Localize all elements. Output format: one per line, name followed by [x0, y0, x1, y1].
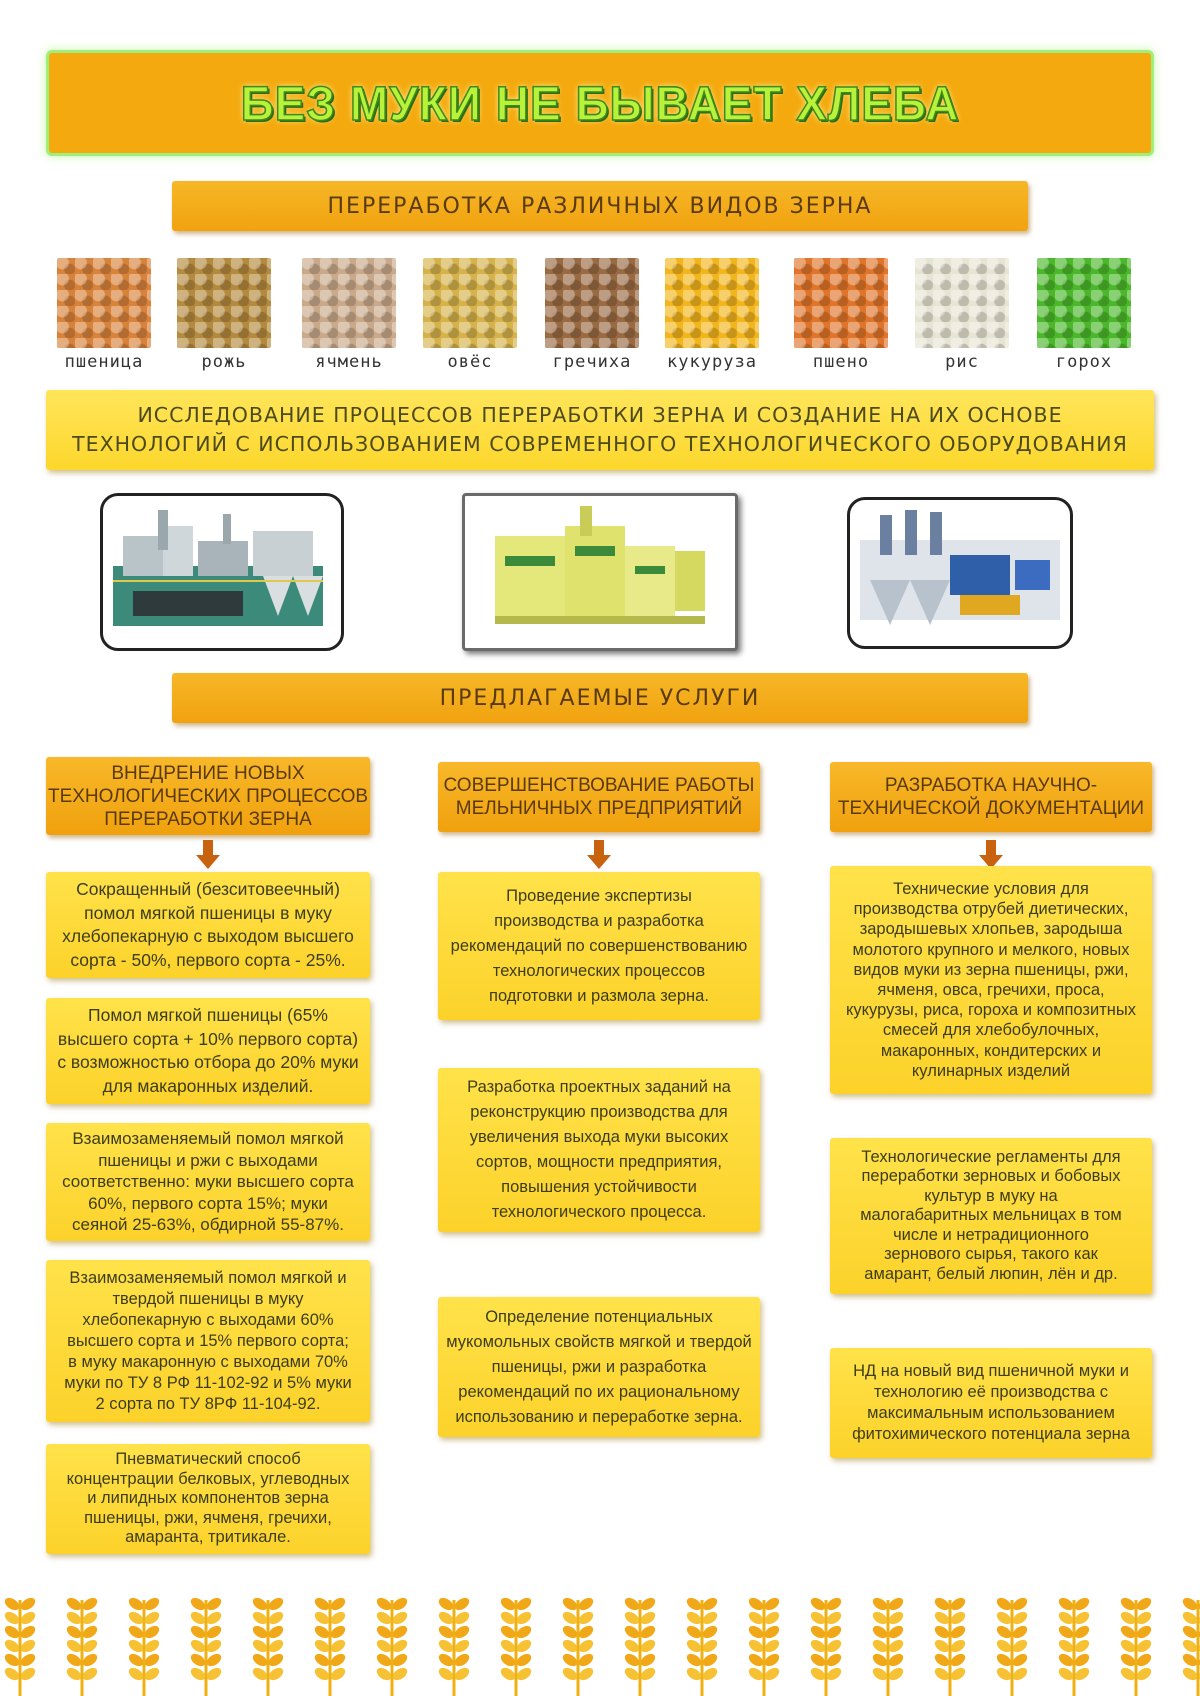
wheat-ear-icon	[933, 1595, 968, 1696]
wheat-ear-icon	[1181, 1595, 1200, 1696]
header-line: ТЕХНОЛОГИЧЕСКИХ ПРОЦЕССОВ	[47, 785, 369, 807]
service-item-box	[46, 998, 370, 1104]
service-item-line: мукомольных свойств мягкой и твердой	[446, 1332, 752, 1351]
section-header-services: ПРЕДЛАГАЕМЫЕ УСЛУГИ	[172, 673, 1028, 723]
wheat-ear-icon	[685, 1595, 720, 1696]
service-item-line: ячменя, овса, гречихи, проса,	[877, 981, 1105, 999]
service-item-line: реконструкцию производства для	[470, 1103, 728, 1121]
wheat-ear-icon	[809, 1595, 844, 1696]
wheat-ear-icon	[747, 1595, 782, 1696]
service-item-line: концентрации белковых, углеводных	[66, 1469, 350, 1488]
wheat-ear-icon	[437, 1595, 472, 1696]
service-item-line: высшего сорта и 15% первого сорта;	[67, 1331, 349, 1350]
service-item-box	[830, 1348, 1152, 1458]
service-item-box	[830, 1138, 1152, 1294]
section-header-grain-processing: ПЕРЕРАБОТКА РАЗЛИЧНЫХ ВИДОВ ЗЕРНА	[172, 181, 1028, 231]
wheat-ear-icon	[871, 1595, 906, 1696]
service-item-line: пшеницы, ржи, ячменя, гречихи,	[84, 1508, 332, 1527]
service-item-line: рекомендаций по совершенствованию	[450, 936, 748, 955]
wheat-ear-icon	[995, 1595, 1030, 1696]
service-item-line: сорта - 50%, первого сорта - 25%.	[70, 949, 346, 970]
service-item-box	[438, 1068, 760, 1232]
service-item-line: фитохимического потенциала зерна	[852, 1425, 1130, 1443]
wheat-ear-icon	[375, 1595, 410, 1696]
wheat-ear-icon	[3, 1595, 38, 1696]
service-item-line: технологию её производства с	[874, 1383, 1108, 1401]
service-item-line: культур в муку на	[924, 1186, 1058, 1205]
service-item-line: малогабаритных мельницах в том	[860, 1206, 1122, 1225]
service-item-box	[46, 1123, 370, 1241]
header-line: ПЕРЕРАБОТКИ ЗЕРНА	[104, 808, 312, 830]
service-item-line: числе и нетрадиционного	[893, 1225, 1089, 1244]
grain-label: кукуруза	[667, 352, 757, 372]
grain-label: горох	[1055, 352, 1113, 372]
service-item-line: НД на новый вид пшеничной муки и	[853, 1362, 1129, 1380]
service-column-header	[438, 762, 760, 832]
grain-label: пшено	[812, 352, 870, 372]
service-item-line: муки по ТУ 8 РФ 11-102-92 и 5% муки	[64, 1373, 352, 1392]
service-item-line: переработки зерновых и бобовых	[861, 1167, 1121, 1186]
service-item-line: подготовки и размола зерна.	[489, 986, 709, 1005]
service-item-line: хлебопекарную с выходом высшего	[62, 926, 354, 946]
service-item-line: Определение потенциальных	[485, 1307, 713, 1326]
service-item-line: 2 сорта по ТУ 8РФ 11-104-92.	[95, 1394, 321, 1413]
page-title: БЕЗ МУКИ НЕ БЫВАЕТ ХЛЕБА	[240, 75, 960, 131]
header-line: СОВЕРШЕНСТВОВАНИЕ РАБОТЫ	[443, 775, 755, 796]
service-item-line: твердой пшеницы в муку	[112, 1289, 304, 1308]
service-item-line: максимальным использованием	[867, 1404, 1115, 1422]
service-item-line: технологического процесса.	[491, 1203, 707, 1221]
research-line-1: ИССЛЕДОВАНИЕ ПРОЦЕССОВ ПЕРЕРАБОТКИ ЗЕРНА И СОЗДАНИЕ НА ИХ ОСНОВЕ	[137, 403, 1063, 427]
service-item-line: Взаимозаменяемый помол мягкой и	[69, 1268, 347, 1287]
service-item-line: в муку макаронную с выходами 70%	[68, 1352, 348, 1371]
grain-label: овёс	[447, 352, 493, 372]
down-arrow-icon	[587, 855, 611, 869]
service-item-line: сеяной 25-63%, обдирной 55-87%.	[72, 1215, 344, 1235]
service-item-line: зародышевых хлопьев, зародыша	[859, 920, 1123, 939]
service-item-line: зернового сырья, такого как	[884, 1245, 1098, 1264]
service-item-line: производства отрубей диетических,	[853, 900, 1129, 919]
service-item-line: Проведение экспертизы	[506, 886, 692, 905]
wheat-ear-icon	[561, 1595, 596, 1696]
service-item-line: Технологические регламенты для	[861, 1147, 1121, 1166]
wheat-ear-icon	[189, 1595, 224, 1696]
down-arrow-icon	[986, 840, 996, 856]
service-item-line: молотого крупного и мелкого, новых	[852, 940, 1130, 959]
wheat-ear-icon	[1119, 1595, 1154, 1696]
wheat-border-decoration	[0, 1580, 1200, 1696]
service-item-line: сортов, мощности предприятия,	[475, 1153, 722, 1171]
header-line: МЕЛЬНИЧНЫХ ПРЕДПРИЯТИЙ	[455, 798, 743, 819]
service-item-line: Сокращенный (безситовеечный)	[76, 879, 340, 899]
service-item-line: высшего сорта + 10% первого сорта)	[57, 1028, 359, 1049]
service-item-line: Пневматический способ	[115, 1450, 301, 1469]
service-item-line: производства и разработка	[494, 911, 704, 930]
down-arrow-icon	[196, 855, 220, 869]
service-item-line: соответственно: муки высшего сорта	[62, 1172, 354, 1192]
service-item-box	[46, 1260, 370, 1422]
service-item-box	[438, 872, 760, 1020]
service-item-line: увеличения выхода муки высоких	[469, 1128, 729, 1146]
wheat-ear-icon	[623, 1595, 658, 1696]
service-column-header	[830, 762, 1152, 832]
wheat-ear-icon	[251, 1595, 286, 1696]
service-item-line: пшеницы, ржи и разработка	[491, 1357, 707, 1376]
wheat-ear-icon	[499, 1595, 534, 1696]
research-line-2: ТЕХНОЛОГИЙ С ИСПОЛЬЗОВАНИЕМ СОВРЕМЕННОГО ТЕХНОЛОГИЧЕСКОГО ОБОРУДОВАНИЯ	[72, 432, 1128, 456]
service-item-line: хлебопекарную с выходами 60%	[82, 1310, 334, 1329]
grain-label: гречиха	[552, 352, 632, 372]
service-item-line: амаранта, тритикале.	[125, 1528, 291, 1547]
service-item-line: 60%, первого сорта 15%; муки	[88, 1193, 328, 1213]
wheat-ear-icon	[127, 1595, 162, 1696]
service-item-box	[830, 866, 1152, 1094]
service-item-box	[46, 872, 370, 978]
service-item-line: кулинарных изделий	[911, 1061, 1071, 1080]
service-item-line: повышения устойчивости	[501, 1178, 697, 1196]
service-item-line: Разработка проектных заданий на	[467, 1078, 731, 1096]
header-line: ВНЕДРЕНИЕ НОВЫХ	[111, 762, 305, 784]
wheat-ear-icon	[313, 1595, 348, 1696]
wheat-ear-icon	[1057, 1595, 1092, 1696]
grain-label: ячмень	[315, 352, 383, 372]
service-column-header	[46, 757, 370, 835]
service-item-box	[438, 1297, 760, 1437]
service-item-line: с возможностью отбора до 20% муки	[57, 1052, 359, 1072]
service-item-line: смесей для хлебобулочных,	[882, 1021, 1100, 1040]
service-item-line: макаронных, кондитерских и	[880, 1041, 1102, 1060]
service-item-line: помол мягкой пшеницы в муку	[84, 902, 332, 923]
service-item-line: рекомендаций по их рациональному	[458, 1382, 740, 1401]
service-item-line: амарант, белый люпин, лён и др.	[864, 1264, 1118, 1283]
down-arrow-icon	[594, 840, 604, 856]
service-item-line: Помол мягкой пшеницы (65%	[88, 1005, 328, 1025]
service-item-line: для макаронных изделий.	[102, 1075, 314, 1096]
service-item-line: Технические условия для	[893, 879, 1089, 898]
service-item-line: пшеницы и ржи с выходами	[98, 1150, 318, 1170]
service-item-line: технологических процессов	[492, 961, 706, 980]
service-item-line: кукурузы, риса, гороха и композитных	[846, 1001, 1136, 1020]
service-item-box	[46, 1444, 370, 1554]
grain-label: пшеница	[64, 352, 144, 372]
service-item-line: Взаимозаменяемый помол мягкой	[72, 1129, 344, 1149]
service-item-line: видов муки из зерна пшеницы, ржи,	[853, 960, 1129, 979]
grain-label: рожь	[201, 352, 247, 372]
service-item-line: использованию и переработке зерна.	[455, 1407, 743, 1426]
wheat-ear-icon	[65, 1595, 100, 1696]
down-arrow-icon	[203, 840, 213, 856]
header-line: ТЕХНИЧЕСКОЙ ДОКУМЕНТАЦИИ	[837, 798, 1145, 819]
header-line: РАЗРАБОТКА НАУЧНО-	[884, 775, 1098, 796]
service-item-line: и липидных компонентов зерна	[87, 1489, 329, 1508]
grain-label: рис	[945, 352, 979, 372]
